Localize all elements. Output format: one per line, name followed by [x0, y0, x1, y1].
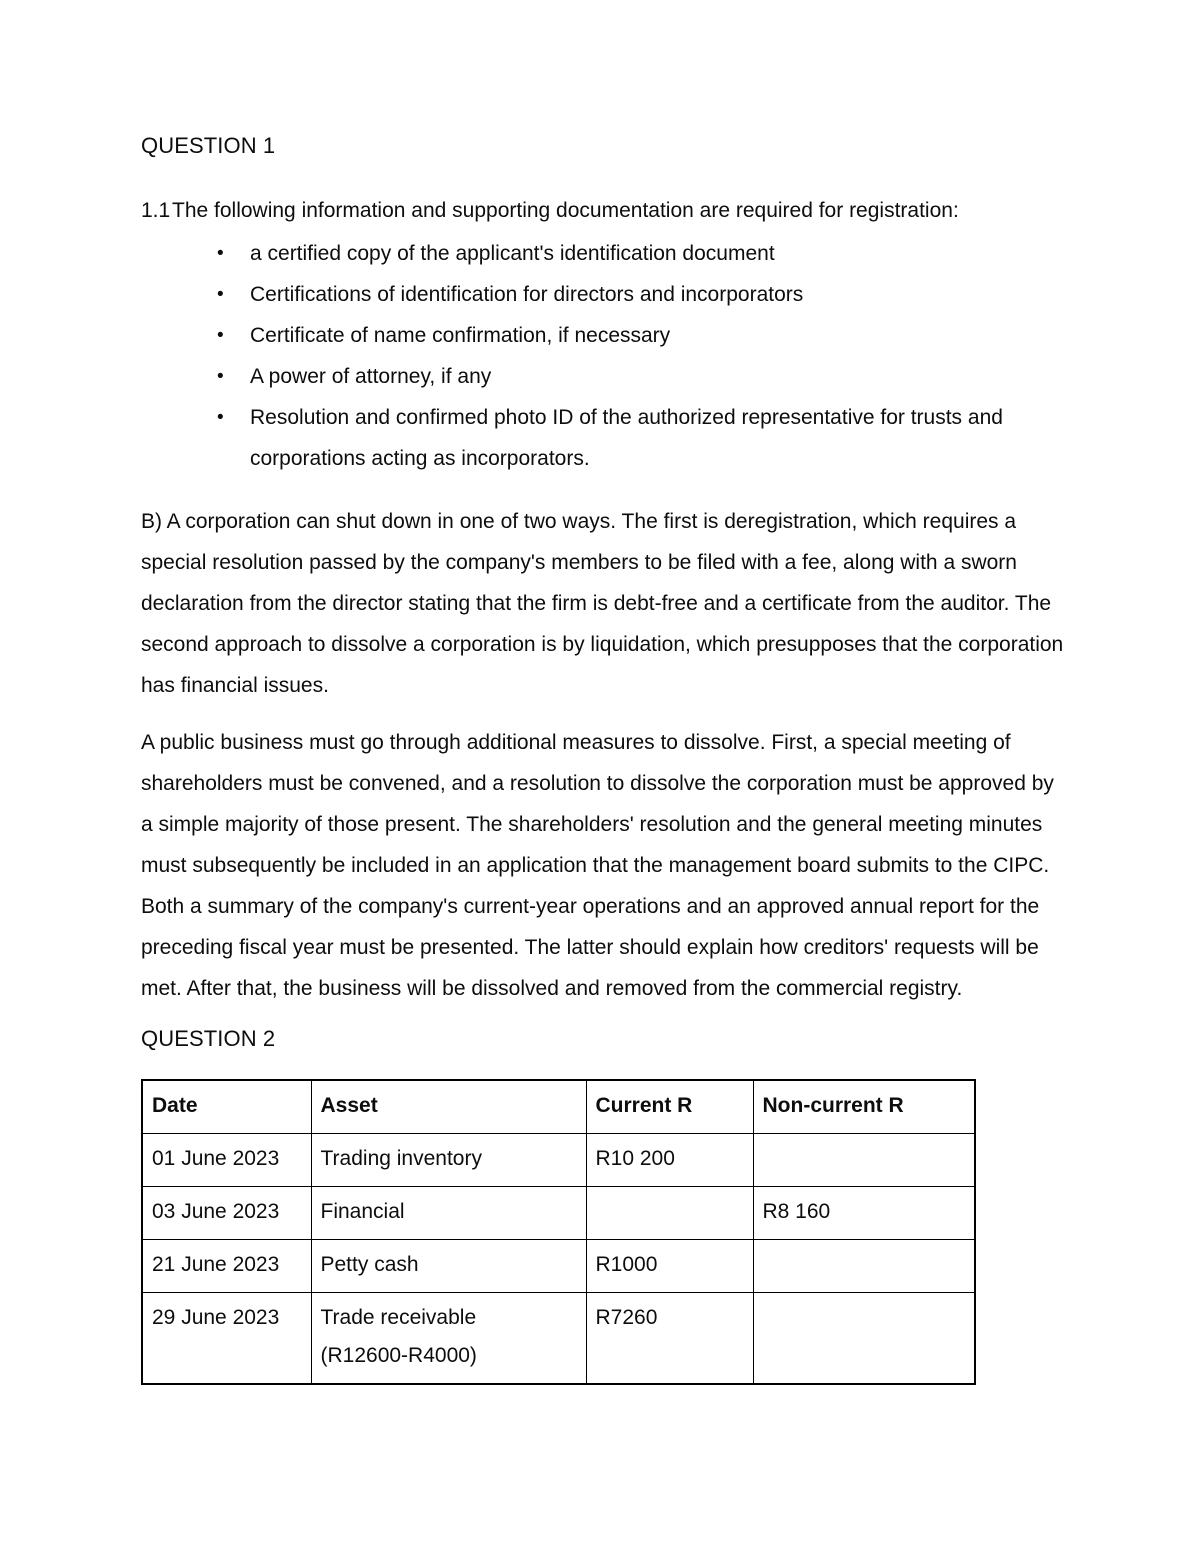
question-2-heading: QUESTION 2 — [141, 1026, 276, 1051]
list-item-label: A power of attorney, if any — [250, 365, 492, 388]
paragraph-public-business: A public business must go through additional measures to dissolve. First, a special meeting of shareholders must be convened, and a resolution to dissolve the corporation must be approved by a simple majority of those present. The shareholders' resolution and the general meeting minutes must subsequently be included in an application that the management board submits to the CIPC. Both a summary of the company's current-year operations and an approved annual report for the preceding fiscal year must be presented. The latter should explain how creditors' requests will be met. After that, the business will be dissolved and removed from the commercial registry. — [141, 731, 1054, 1000]
bullet-icon: • — [217, 325, 224, 346]
table-row — [142, 1240, 975, 1293]
table-row — [142, 1134, 975, 1187]
cell-noncurrent: R8 160 — [753, 1187, 975, 1240]
list-item — [141, 356, 1066, 397]
bullet-icon: • — [217, 284, 224, 305]
list-item-label: Certificate of name confirmation, if necessary — [250, 324, 671, 347]
column-header-current: Current R — [586, 1080, 753, 1134]
list-item — [141, 315, 1066, 356]
list-item-label: Certifications of identification for directors and incorporators — [250, 283, 804, 306]
cell-date: 01 June 2023 — [142, 1134, 311, 1187]
cell-date: 21 June 2023 — [142, 1240, 311, 1293]
cell-current: R7260 — [586, 1293, 753, 1385]
assets-table — [141, 1079, 976, 1385]
list-item — [141, 274, 1066, 315]
cell-current — [586, 1187, 753, 1240]
cell-asset — [311, 1293, 586, 1385]
bullet-icon: • — [217, 366, 224, 387]
table-row — [142, 1293, 975, 1385]
table-row — [142, 1187, 975, 1240]
requirements-list — [141, 233, 1066, 479]
cell-asset: Financial — [311, 1187, 586, 1240]
cell-asset: Trading inventory — [311, 1134, 586, 1187]
bullet-icon: • — [217, 243, 224, 264]
cell-asset-calculation: (R12600-R4000) — [320, 1344, 477, 1367]
document-body — [141, 132, 1066, 1385]
column-header-noncurrent: Non-current R — [753, 1080, 975, 1134]
question-1-1-line — [141, 190, 1066, 231]
cell-current: R1000 — [586, 1240, 753, 1293]
question-number-1-1: 1.1 — [141, 199, 171, 222]
cell-noncurrent — [753, 1293, 975, 1385]
cell-noncurrent — [753, 1134, 975, 1187]
table-header-row — [142, 1080, 975, 1134]
question-1-1-text: The following information and supporting documentation are required for registration: — [172, 199, 959, 222]
cell-asset-main: Trade receivable — [320, 1306, 477, 1329]
question-1-heading: QUESTION 1 — [141, 133, 276, 158]
list-item — [141, 397, 1066, 479]
column-header-asset: Asset — [311, 1080, 586, 1134]
cell-asset: Petty cash — [311, 1240, 586, 1293]
cell-noncurrent — [753, 1240, 975, 1293]
paragraph-deregistration: B) A corporation can shut down in one of two ways. The first is deregistration, which requires a special resolution passed by the company's members to be filed with a fee, along with a sworn declaration from the director stating that the firm is debt-free and a certificate from the auditor. The second approach to dissolve a corporation is by liquidation, which presupposes that the corporation has financial issues. — [141, 510, 1064, 697]
cell-date: 29 June 2023 — [142, 1293, 311, 1385]
cell-current: R10 200 — [586, 1134, 753, 1187]
list-item-label: a certified copy of the applicant's identification document — [250, 242, 775, 265]
bullet-icon: • — [217, 407, 224, 428]
cell-date: 03 June 2023 — [142, 1187, 311, 1240]
list-item — [141, 233, 1066, 274]
column-header-date: Date — [142, 1080, 311, 1134]
list-item-label: Resolution and confirmed photo ID of the authorized representative for trusts and corporations acting as incorporators. — [250, 406, 1003, 470]
